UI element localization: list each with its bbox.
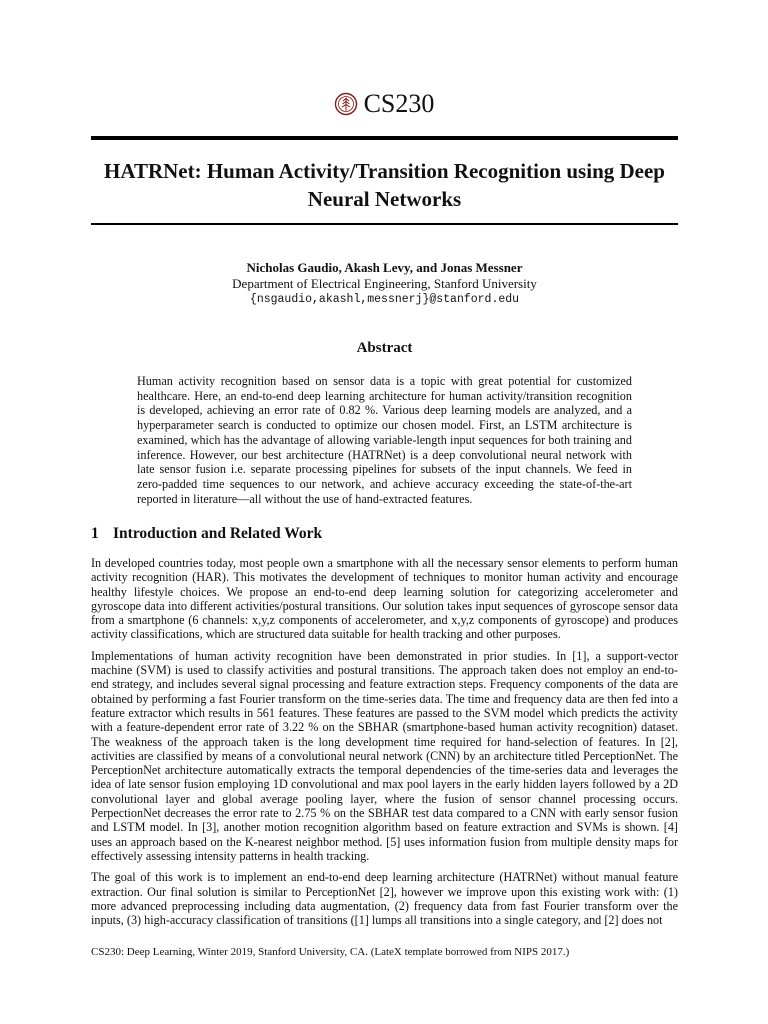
author-affiliation: Department of Electrical Engineering, Stanford University xyxy=(232,276,537,291)
section-body xyxy=(91,556,678,934)
page-footnote: CS230: Deep Learning, Winter 2019, Stanford University, CA. (LateX template borrowed from NIPS 2017.) xyxy=(91,946,570,958)
author-emails: {nsgaudio,akashl,messnerj}@stanford.edu xyxy=(249,293,520,306)
course-name: CS230 xyxy=(363,89,435,118)
body-paragraph: In developed countries today, most people own a smartphone with all the necessary sensor elements to perform human activity recognition (HAR). This motivates the development of techniques to monitor human activity and encourage healthy lifestyle choices. We propose an end-to-end deep learning solution for categorizing accelerometer and gyroscope data into different activities/postural transitions. Our solution takes input sequences of gyroscope sensor data from a smartphone (6 channels: x,y,z components of accelerometer, and x,y,z components of gyroscope) and produces activity classifications, which are structured data suitable for health tracking and other purposes. xyxy=(91,556,678,642)
title-rule-bottom xyxy=(91,223,678,225)
title-line-2: Neural Networks xyxy=(307,187,462,211)
abstract-heading: Abstract xyxy=(356,340,413,356)
course-header xyxy=(0,90,768,118)
paper-title xyxy=(91,157,678,213)
section-title: Introduction and Related Work xyxy=(113,525,323,542)
stanford-seal-icon xyxy=(334,92,358,116)
author-names: Nicholas Gaudio, Akash Levy, and Jonas Messner xyxy=(246,260,523,275)
section-heading xyxy=(91,525,678,543)
abstract-text: Human activity recognition based on sensor data is a topic with great potential for customized healthcare. Here, an end-to-end deep learning architecture for human activity/transition recognition is developed, achieving an error rate of 0.82 %. Various deep learning models are analyzed, and a hyperparameter search is conducted to optimize our chosen model. First, an LSTM architecture is examined, which has the advantage of allowing variable-length input sequences for both training and inference. However, our best architecture (HATRNet) is a deep convolutional neural network with late sensor fusion i.e. separate processing pipelines for subsets of the input channels. We feed in zero-padded time sequences to our network, and achieve accuracy exceeding the state-of-the-art reported in literature—all without the use of hand-extracted features. xyxy=(137,374,632,506)
body-paragraph: The goal of this work is to implement an end-to-end deep learning architecture (HATRNet) without manual feature extraction. Our final solution is similar to PerceptionNet [2], however we improve upon this existing work with: (1) more advanced preprocessing including data augmentation, (2) frequency data from fast Fourier transform over the inputs, (3) high-accuracy classification of transitions ([1] lumps all transitions into a single category, and [2] does not xyxy=(91,870,678,928)
section-number: 1 xyxy=(91,525,99,542)
title-rule-top xyxy=(91,136,678,140)
title-line-1: HATRNet: Human Activity/Transition Recognition using Deep xyxy=(104,159,665,183)
author-block xyxy=(91,260,678,308)
body-paragraph: Implementations of human activity recognition have been demonstrated in prior studies. In [1], a support-vector machine (SVM) is used to classify activities and postural transitions. The approach taken does not employ an end-to-end strategy, and includes several signal processing and feature extraction steps. Frequency components of the data are obtained by performing a fast Fourier transform on the time-series data. The time and frequency data are then fed into a feature extractor which results in 561 features. These features are passed to the SVM model which predicts the activity with a feature-dependent error rate of 3.22 % on the SBHAR (smartphone-based human activity recognition) dataset. The weakness of the approach taken is the long development time required for hand-selection of features. In [2], activities are classified by means of a convolutional neural network (CNN) by an architecture titled PerceptionNet. The PerceptionNet architecture automatically extracts the temporal dependencies of the time-series data and leverages the idea of late sensor fusion employing 1D convolutional and max pool layers in the early hidden layers followed by a 2D convolutional layer and global average pooling layer, where the fusion of sensor channel processing occurs. PerpectionNet decreases the error rate to 2.75 % on the SBHAR test data compared to a CNN with early sensor fusion and LSTM model. In [3], another motion recognition algorithm based on feature extraction and SVMs is shown. [4] uses an approach based on the K-nearest neighbor method. [5] uses information fusion from multiple density maps for effectively assessing intensity patterns in health tracking. xyxy=(91,648,678,863)
